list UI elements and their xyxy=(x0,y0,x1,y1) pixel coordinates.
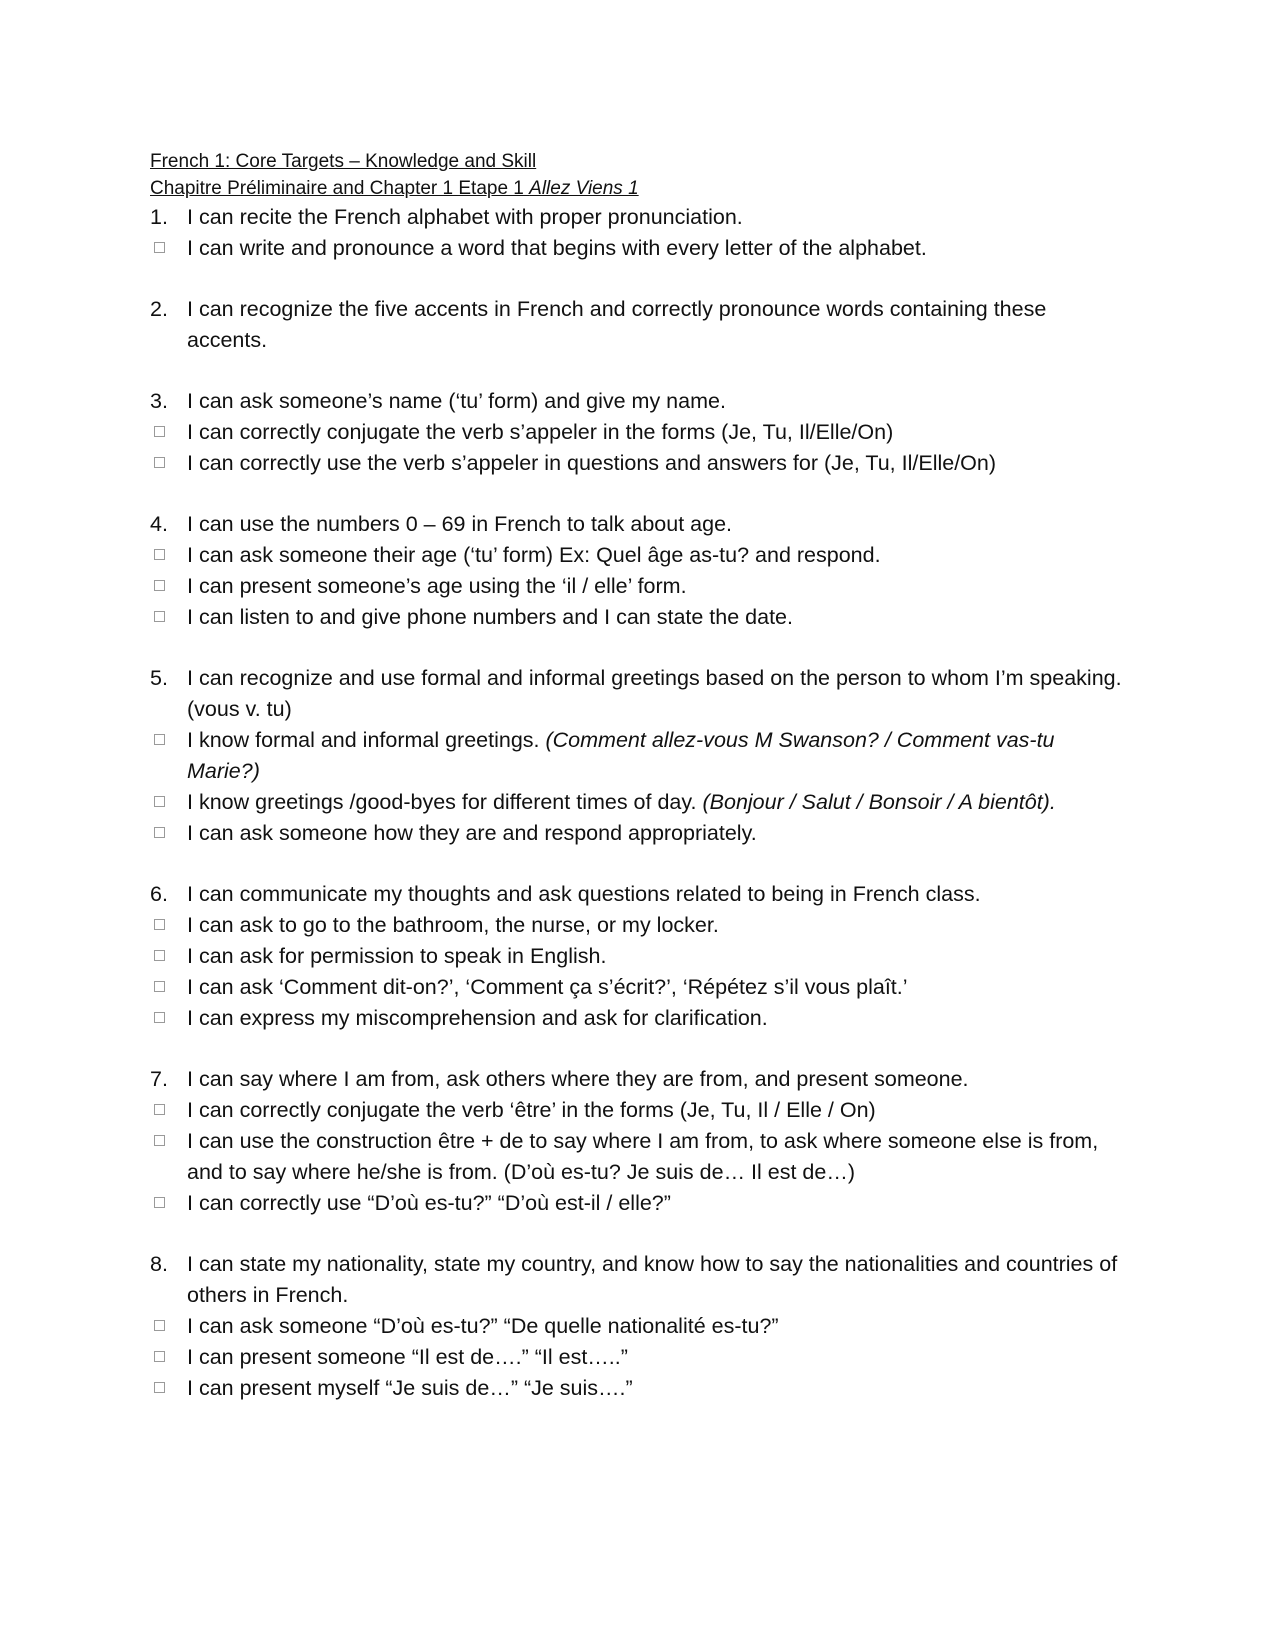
checkbox[interactable] xyxy=(154,950,165,961)
skill-text: I can present myself “Je suis de…” “Je suis….” xyxy=(187,1376,633,1400)
skill-checklist-item xyxy=(150,818,1130,849)
checkbox[interactable] xyxy=(154,426,165,437)
target-text: I can recognize the five accents in French and correctly pronounce words containing these accents. xyxy=(187,297,1047,352)
checkbox[interactable] xyxy=(154,1382,165,1393)
skill-text: I can use the construction être + de to say where I am from, to ask where someone else is from, and to say where he/she is from. (D’où es-tu? Je suis de… Il est de…) xyxy=(187,1129,1099,1184)
checkbox[interactable] xyxy=(154,580,165,591)
title-line-1: French 1: Core Targets – Knowledge and Skill xyxy=(150,151,537,172)
target-text: I can state my nationality, state my country, and know how to say the nationalities and countries of others in French. xyxy=(187,1252,1118,1307)
skill-text: I can express my miscomprehension and ask for clarification. xyxy=(187,1006,768,1030)
document-page xyxy=(150,148,1130,1404)
section-gap xyxy=(150,264,1130,294)
skill-checklist-item xyxy=(150,1188,1130,1219)
document-title xyxy=(150,148,1130,175)
skill-checklist-item xyxy=(150,1126,1130,1188)
target-number: 1. xyxy=(150,205,168,229)
checkbox[interactable] xyxy=(154,827,165,838)
skill-text: I can ask ‘Comment dit-on?’, ‘Comment ça s’écrit?’, ‘Répétez s’il vous plaît.’ xyxy=(187,975,908,999)
section-gap xyxy=(150,1034,1130,1064)
target-text: I can ask someone’s name (‘tu’ form) and give my name. xyxy=(187,389,726,413)
target-item xyxy=(150,879,1130,910)
skill-text: I can correctly conjugate the verb s’appeler in the forms (Je, Tu, Il/Elle/On) xyxy=(187,420,894,444)
target-text: I can use the numbers 0 – 69 in French to talk about age. xyxy=(187,512,733,536)
skill-checklist-item xyxy=(150,787,1130,818)
subtitle-plain: Chapitre Préliminaire and Chapter 1 Etape 1 xyxy=(150,178,530,199)
target-number: 7. xyxy=(150,1067,168,1091)
subtitle-italic: Allez Viens 1 xyxy=(529,178,639,199)
target-number: 8. xyxy=(150,1252,168,1276)
targets-list xyxy=(150,202,1130,1404)
section-gap xyxy=(150,633,1130,663)
target-text: I can recognize and use formal and informal greetings based on the person to whom I’m speaking. (vous v. tu) xyxy=(187,666,1122,721)
skill-checklist-item xyxy=(150,725,1130,787)
target-item xyxy=(150,386,1130,417)
skill-checklist-item xyxy=(150,1373,1130,1404)
skill-text: I can present someone “Il est de….” “Il est…..” xyxy=(187,1345,628,1369)
checkbox[interactable] xyxy=(154,919,165,930)
skill-checklist-item xyxy=(150,602,1130,633)
skill-text: I can write and pronounce a word that begins with every letter of the alphabet. xyxy=(187,236,927,260)
skill-text: I can ask someone “D’où es-tu?” “De quelle nationalité es-tu?” xyxy=(187,1314,779,1338)
skill-text: I can ask to go to the bathroom, the nurse, or my locker. xyxy=(187,913,719,937)
checkbox[interactable] xyxy=(154,1351,165,1362)
skill-checklist-item xyxy=(150,417,1130,448)
skill-text: I can correctly use “D’où es-tu?” “D’où est-il / elle?” xyxy=(187,1191,671,1215)
target-item xyxy=(150,663,1130,725)
skill-checklist-item xyxy=(150,233,1130,264)
target-item xyxy=(150,1064,1130,1095)
checkbox[interactable] xyxy=(154,457,165,468)
section-gap xyxy=(150,479,1130,509)
target-item xyxy=(150,509,1130,540)
skill-checklist-item xyxy=(150,1342,1130,1373)
checkbox[interactable] xyxy=(154,1197,165,1208)
checkbox[interactable] xyxy=(154,734,165,745)
skill-text: I can correctly use the verb s’appeler in questions and answers for (Je, Tu, Il/Elle/On) xyxy=(187,451,997,475)
skill-checklist-item xyxy=(150,448,1130,479)
skill-text: I know greetings /good-byes for different times of day. xyxy=(187,790,703,814)
skill-text: I know formal and informal greetings. xyxy=(187,728,546,752)
checkbox[interactable] xyxy=(154,796,165,807)
skill-text: I can ask someone how they are and respond appropriately. xyxy=(187,821,757,845)
target-text: I can recite the French alphabet with proper pronunciation. xyxy=(187,205,743,229)
target-number: 4. xyxy=(150,512,168,536)
checkbox[interactable] xyxy=(154,242,165,253)
target-number: 5. xyxy=(150,666,168,690)
section-gap xyxy=(150,1219,1130,1249)
target-number: 3. xyxy=(150,389,168,413)
target-number: 2. xyxy=(150,297,168,321)
checkbox[interactable] xyxy=(154,1012,165,1023)
section-gap xyxy=(150,356,1130,386)
checkbox[interactable] xyxy=(154,611,165,622)
target-number: 6. xyxy=(150,882,168,906)
target-item xyxy=(150,1249,1130,1311)
skill-text: I can ask someone their age (‘tu’ form) Ex: Quel âge as-tu? and respond. xyxy=(187,543,881,567)
skill-checklist-item xyxy=(150,972,1130,1003)
target-item xyxy=(150,294,1130,356)
checkbox[interactable] xyxy=(154,1135,165,1146)
target-item xyxy=(150,202,1130,233)
skill-text: I can ask for permission to speak in English. xyxy=(187,944,607,968)
skill-checklist-item xyxy=(150,1311,1130,1342)
skill-checklist-item xyxy=(150,571,1130,602)
skill-text: I can listen to and give phone numbers and I can state the date. xyxy=(187,605,793,629)
document-subtitle xyxy=(150,175,1130,202)
skill-checklist-item xyxy=(150,1095,1130,1126)
skill-checklist-item xyxy=(150,941,1130,972)
skill-checklist-item xyxy=(150,540,1130,571)
checkbox[interactable] xyxy=(154,549,165,560)
checkbox[interactable] xyxy=(154,1104,165,1115)
section-gap xyxy=(150,849,1130,879)
skill-example-italic: (Bonjour / Salut / Bonsoir / A bientôt). xyxy=(702,790,1056,814)
skill-checklist-item xyxy=(150,910,1130,941)
skill-text: I can present someone’s age using the ‘il / elle’ form. xyxy=(187,574,687,598)
checkbox[interactable] xyxy=(154,981,165,992)
skill-example-italic: (Comment allez-vous M Swanson? / Comment vas-tu Marie?) xyxy=(187,728,1055,783)
target-text: I can say where I am from, ask others where they are from, and present someone. xyxy=(187,1067,969,1091)
skill-checklist-item xyxy=(150,1003,1130,1034)
checkbox[interactable] xyxy=(154,1320,165,1331)
skill-text: I can correctly conjugate the verb ‘être’ in the forms (Je, Tu, Il / Elle / On) xyxy=(187,1098,876,1122)
target-text: I can communicate my thoughts and ask questions related to being in French class. xyxy=(187,882,981,906)
